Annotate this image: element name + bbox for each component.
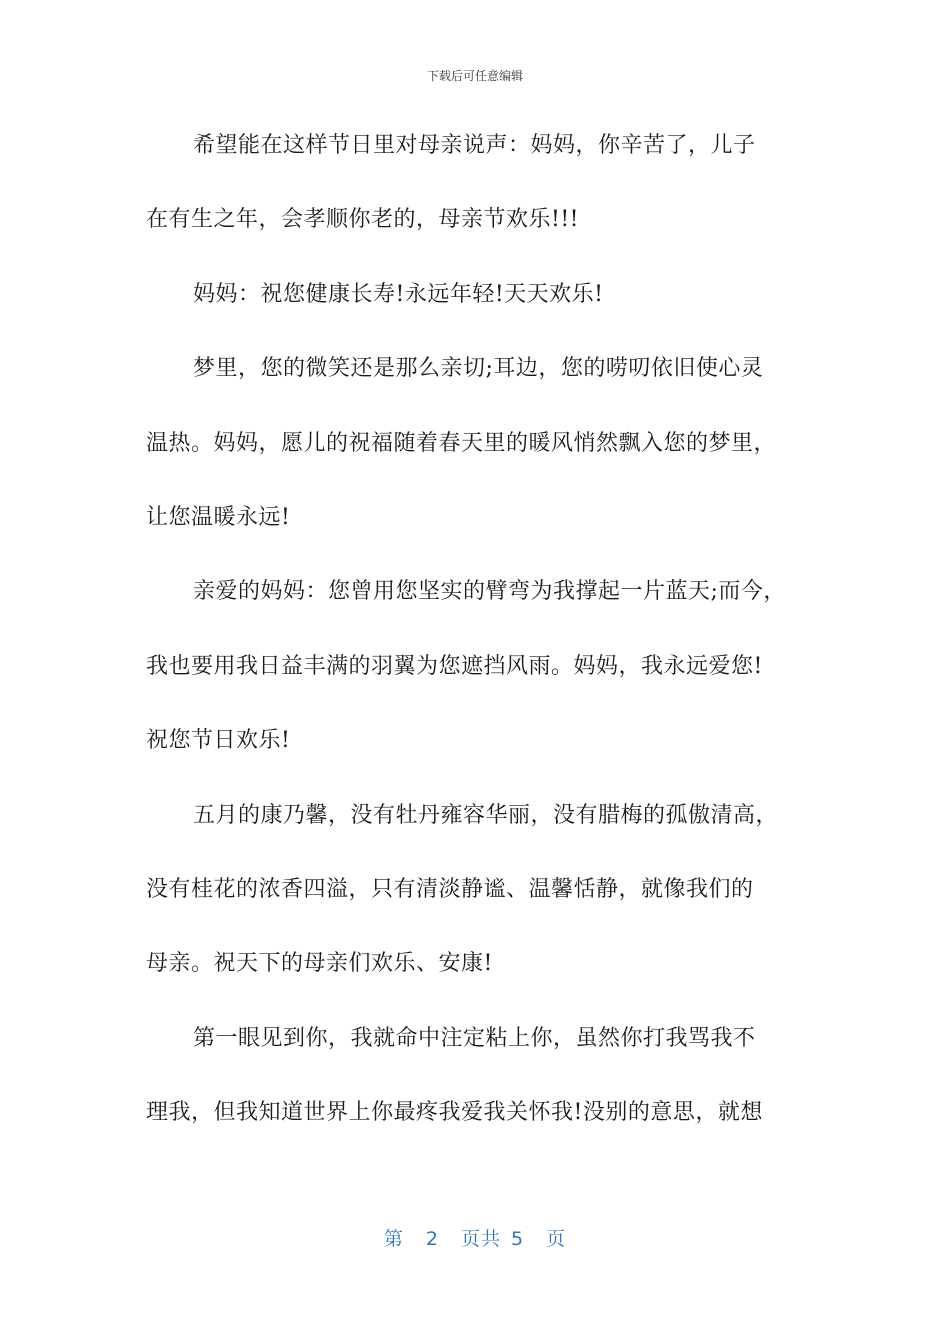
text-line: 母亲。祝天下的母亲们欢乐、安康! <box>146 951 493 977</box>
text-line: 妈妈：祝您健康长寿!永远年轻!天天欢乐! <box>193 281 604 307</box>
text-line: 祝您节日欢乐! <box>146 728 291 754</box>
text-line: 梦里，您的微笑还是那么亲切;耳边，您的唠叨依旧使心灵 <box>193 356 764 382</box>
text-line: 让您温暖永远! <box>146 504 291 530</box>
header-note: 下载后可任意编辑 <box>426 69 523 83</box>
footer-label-page: 第 <box>383 1228 404 1250</box>
page-footer <box>0 1224 950 1251</box>
text-line: 五月的康乃馨，没有牡丹雍容华丽，没有腊梅的孤傲清高， <box>193 802 779 828</box>
text-line: 在有生之年，会孝顺你老的，母亲节欢乐!!! <box>146 207 580 233</box>
footer-total-pages: 5 <box>511 1228 525 1250</box>
text-line: 希望能在这样节日里对母亲说声：妈妈，你辛苦了，儿子 <box>193 133 756 158</box>
document-body <box>146 126 826 1167</box>
text-line: 第一眼见到你，我就命中注定粘上你，虽然你打我骂我不 <box>193 1025 756 1051</box>
footer-label-of: 页共 <box>460 1228 501 1250</box>
text-line: 温热。妈妈，愿儿的祝福随着春天里的暖风悄然飘入您的梦里， <box>146 430 777 456</box>
text-line: 我也要用我日益丰满的羽翼为您遮挡风雨。妈妈，我永远爱您! <box>146 653 763 679</box>
footer-current-page: 2 <box>425 1228 439 1250</box>
footer-label-end: 页 <box>546 1228 567 1250</box>
text-line: 理我，但我知道世界上你最疼我爱我关怀我!没别的意思，就想 <box>146 1100 763 1126</box>
text-line: 没有桂花的浓香四溢，只有清淡静谧、温馨恬静，就像我们的 <box>146 876 754 902</box>
text-line: 亲爱的妈妈：您曾用您坚实的臂弯为我撑起一片蓝天;而今， <box>193 579 786 605</box>
